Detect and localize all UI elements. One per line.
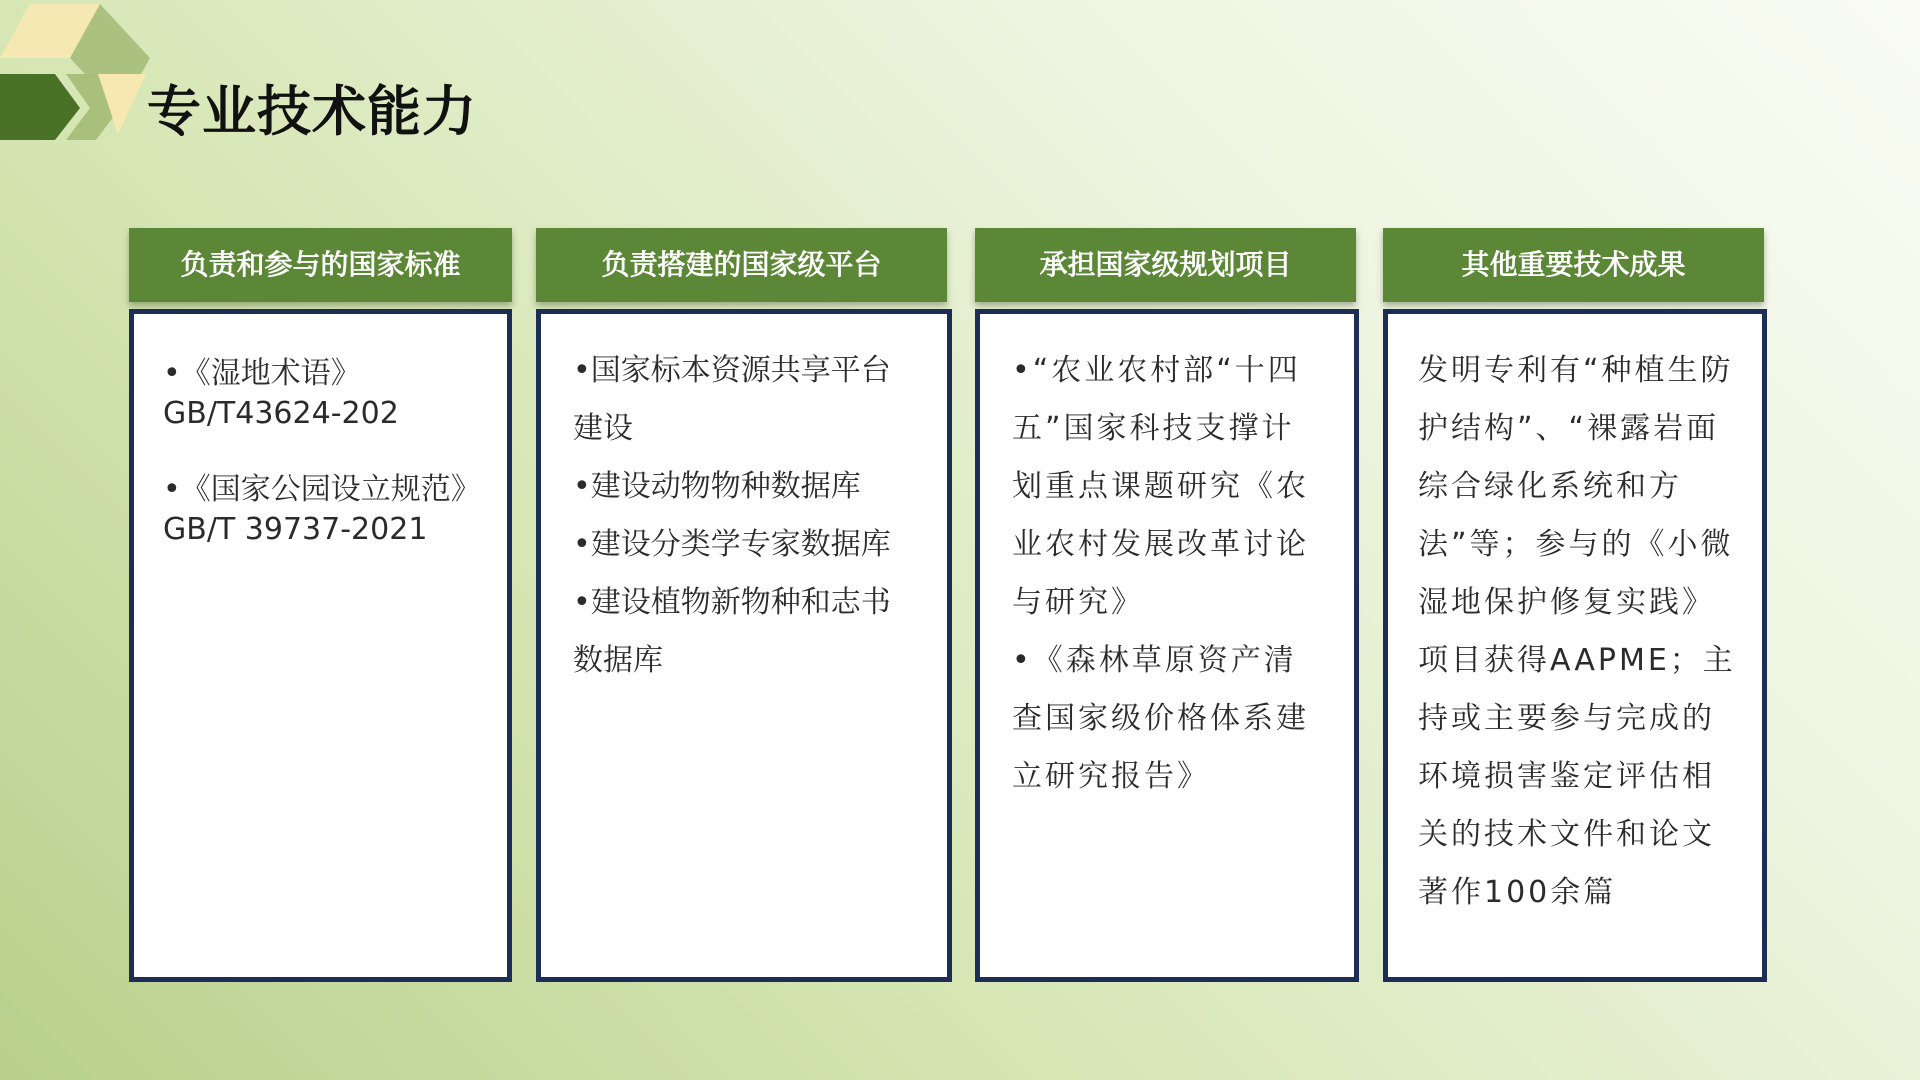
column-national-platforms	[536, 228, 952, 984]
list-item: •建设动物物种数据库	[573, 469, 861, 504]
list-item: 发明专利有“种植生防护结构”、“裸露岩面综合绿化系统和方法”等；参与的《小微湿地保护修复实践》项目获得AAPME；主持或主要参与完成的环境损害鉴定评估相关的技术文件和论文著作100余篇	[1418, 353, 1736, 910]
list-item: •《森林草原资产清查国家级价格体系建立研究报告》	[1012, 643, 1309, 794]
column-header: 负责搭建的国家级平台	[536, 228, 947, 302]
column-text	[573, 342, 919, 690]
list-item: •建设植物新物种和志书数据库	[573, 585, 891, 678]
column-header: 负责和参与的国家标准	[129, 228, 512, 302]
column-content-box	[536, 309, 952, 982]
corner-decoration	[0, 0, 160, 140]
column-header: 其他重要技术成果	[1383, 228, 1764, 302]
column-text	[163, 354, 491, 550]
column-content-box	[975, 309, 1359, 982]
column-content-box	[1383, 309, 1767, 982]
list-item: •国家标本资源共享平台建设	[573, 353, 891, 446]
list-item: •建设分类学专家数据库	[573, 527, 891, 562]
column-national-projects	[975, 228, 1359, 984]
column-other-achievements	[1383, 228, 1767, 984]
list-item: •“农业农村部“十四五”国家科技支撑计划重点课题研究《农业农村发展改革讨论与研究》	[1012, 353, 1309, 620]
list-item: •《国家公园设立规范》GB/T 39737-2021	[163, 472, 481, 547]
column-text	[1418, 342, 1736, 922]
column-header: 承担国家级规划项目	[975, 228, 1356, 302]
list-item: •《湿地术语》GB/T43624-202	[163, 356, 399, 431]
column-text	[1012, 342, 1326, 806]
column-content-box	[129, 309, 512, 982]
page-title: 专业技术能力	[147, 80, 477, 143]
column-national-standards	[129, 228, 512, 984]
